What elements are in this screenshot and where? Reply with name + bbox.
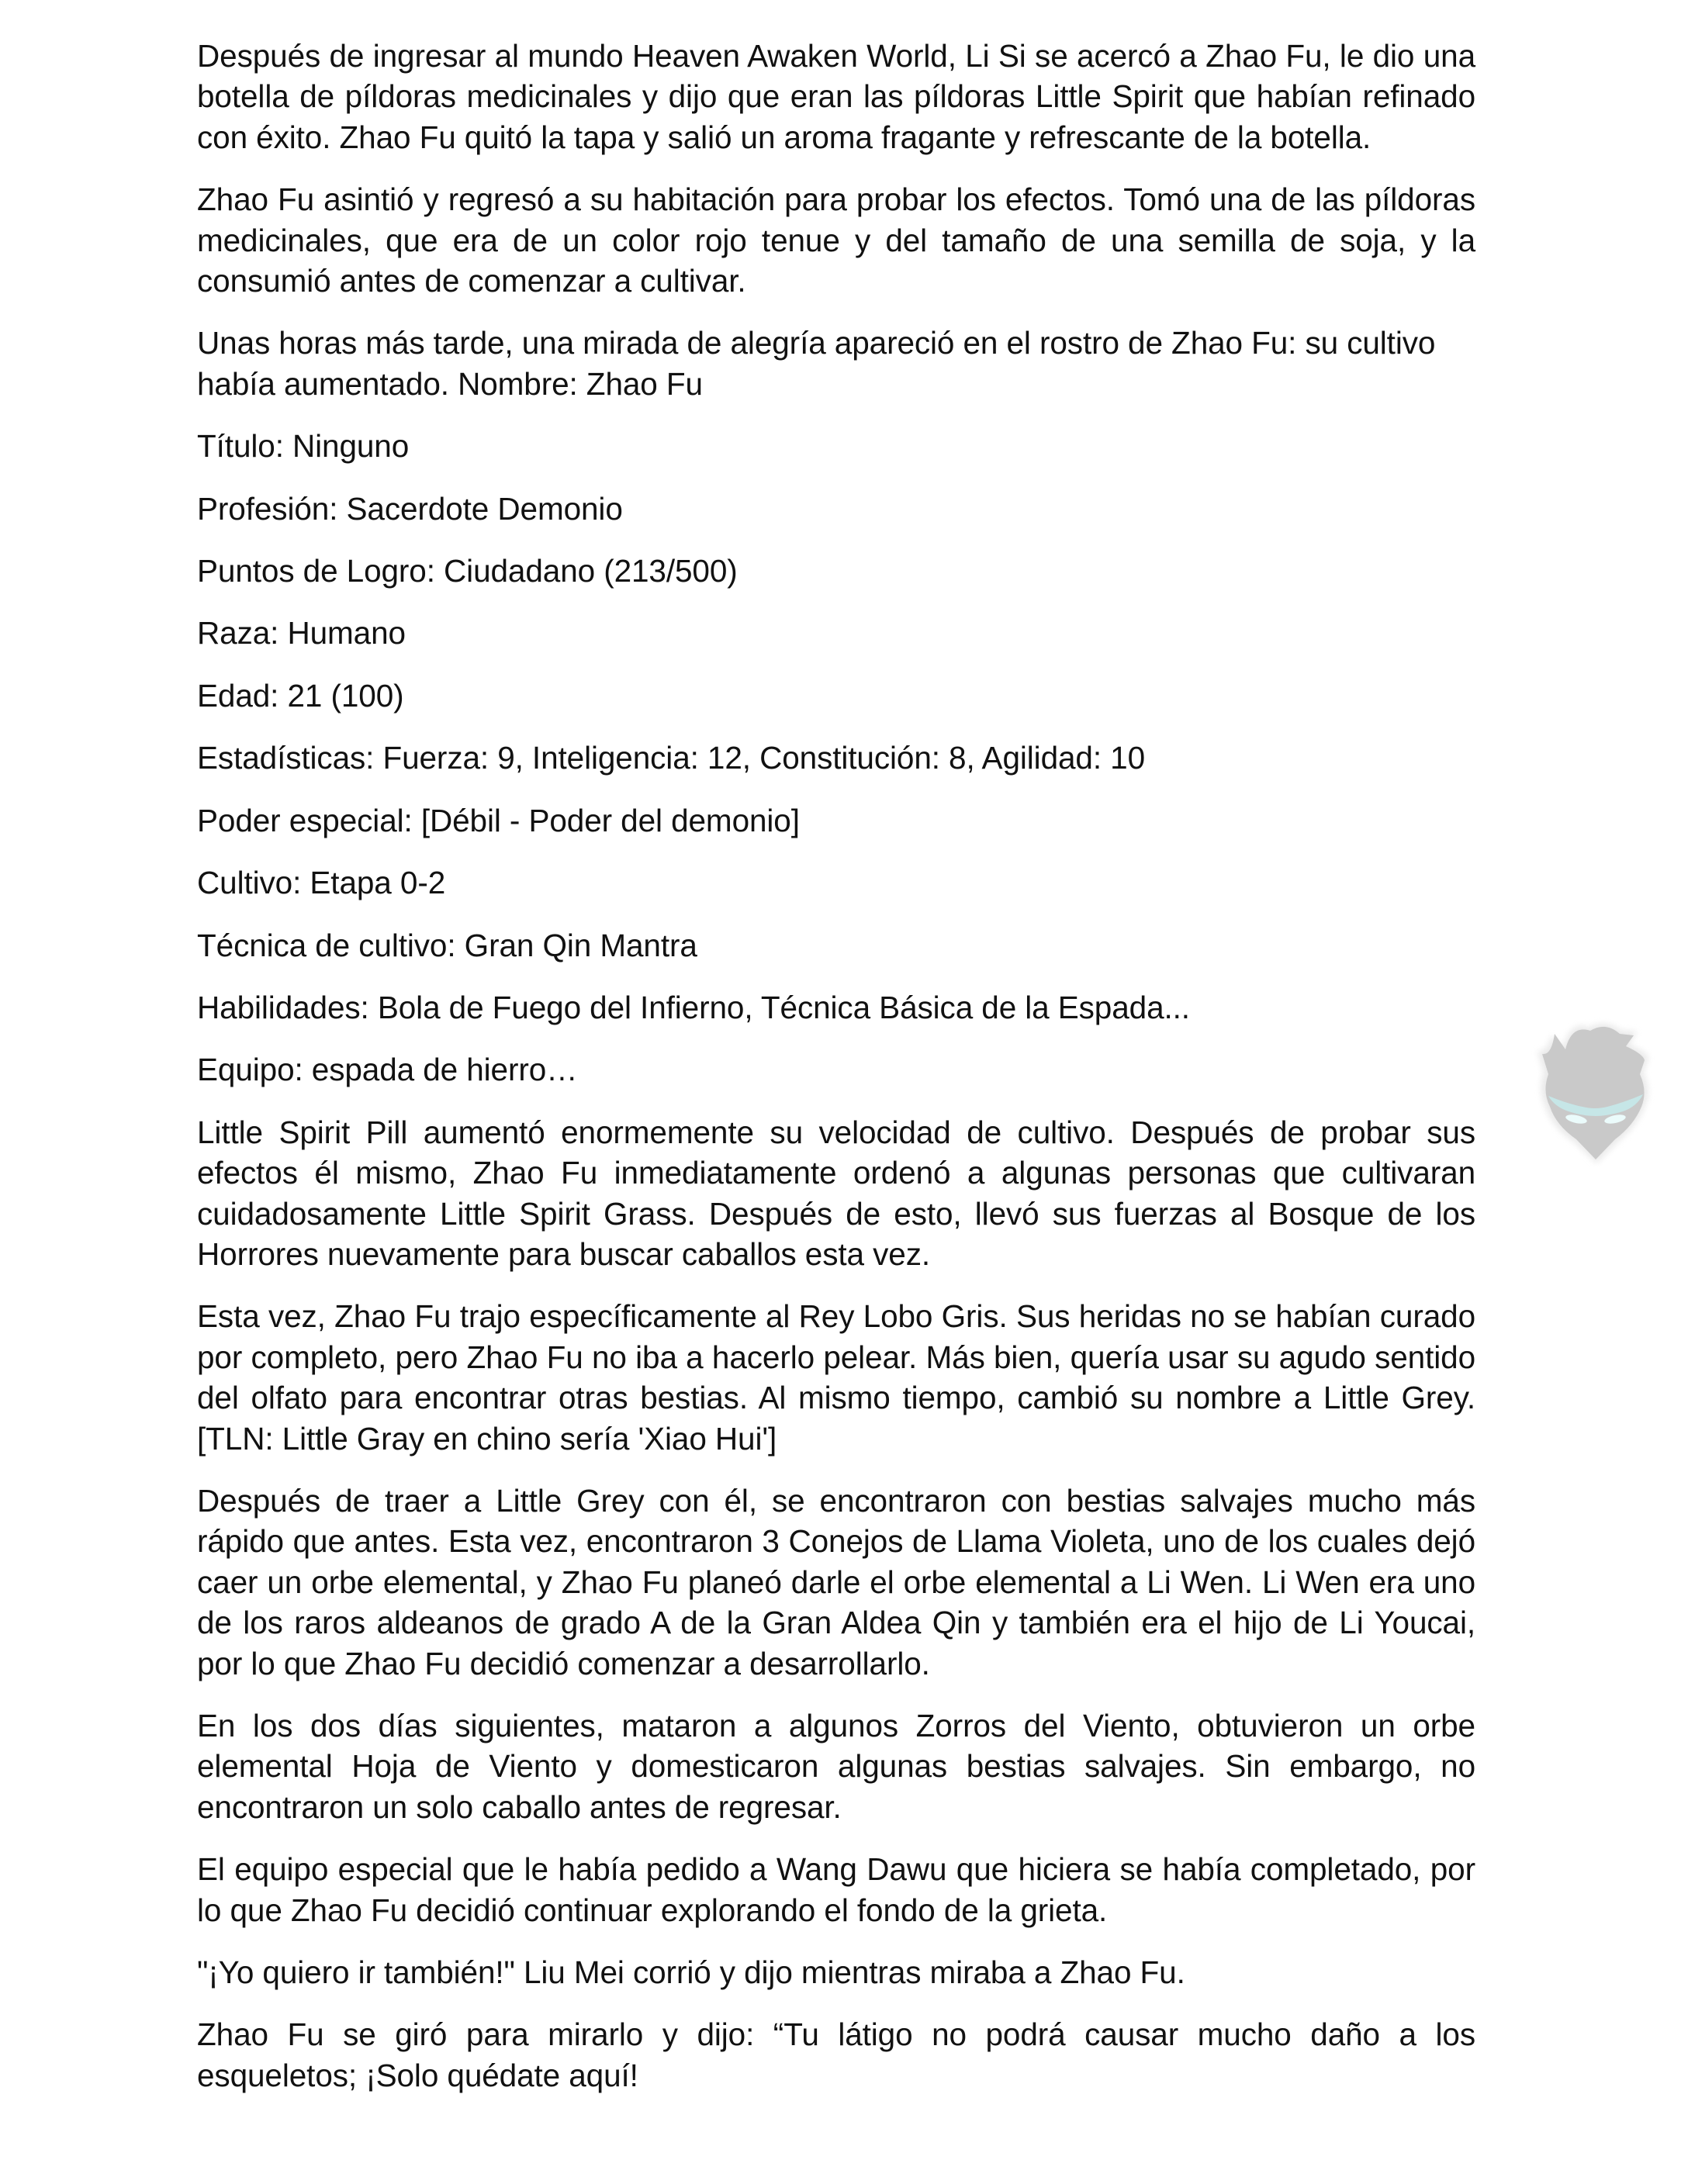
paragraph-little-spirit-pill: Little Spirit Pill aumentó enormemente su velocidad de cultivo. Después de probar sus efectos él mismo, Zhao Fu inmediatamente ordenó a algunas personas que cultivaran cuidadosamente Little Spirit Grass. Después de esto, llevó sus fuerzas al Bosque de los Horrores nuevamente para buscar caballos esta vez.	[197, 1114, 1475, 1272]
stat-equipment: Equipo: espada de hierro…	[197, 1052, 578, 1088]
stat-statistics: Estadísticas: Fuerza: 9, Inteligencia: 12, Constitución: 8, Agilidad: 10	[197, 740, 1145, 776]
paragraph-result: Unas horas más tarde, una mirada de alegría apareció en el rostro de Zhao Fu: su cultivo había aumentado. Nombre: Zhao Fu	[197, 325, 1436, 402]
stat-age: Edad: 21 (100)	[197, 677, 404, 714]
paragraph-grey-wolf-king: Esta vez, Zhao Fu trajo específicamente al Rey Lobo Gris. Sus heridas no se habían curado por completo, pero Zhao Fu no iba a hacerlo pelear. Más bien, quería usar su agudo sentido del olfato para encontrar otras bestias. Al mismo tiempo, cambió su nombre a Little Grey. [TLN: Little Gray en chino sería 'Xiao Hui']	[197, 1298, 1475, 1457]
demon-head-icon	[1520, 1004, 1668, 1167]
stat-special-power: Poder especial: [Débil - Poder del demonio]	[197, 802, 800, 838]
document-body	[197, 36, 1475, 2117]
stat-skills: Habilidades: Bola de Fuego del Infierno, Técnica Básica de la Espada...	[197, 989, 1190, 1025]
stat-cultivation-technique: Técnica de cultivo: Gran Qin Mantra	[197, 927, 697, 963]
paragraph-special-equipment: El equipo especial que le había pedido a Wang Dawu que hiciera se había completado, por lo que Zhao Fu decidió continuar explorando el fondo de la grieta.	[197, 1851, 1475, 1928]
paragraph-intro: Después de ingresar al mundo Heaven Awaken World, Li Si se acercó a Zhao Fu, le dio una botella de píldoras medicinales y dijo que eran las píldoras Little Spirit que habían refinado con éxito. Zhao Fu quitó la tapa y salió un aroma fragante y refrescante de la botella.	[197, 38, 1475, 155]
stat-achievement-points: Puntos de Logro: Ciudadano (213/500)	[197, 553, 738, 589]
paragraph-zhao-fu-reply: Zhao Fu se giró para mirarlo y dijo: “Tu látigo no podrá causar mucho daño a los esqueletos; ¡Solo quédate aquí!	[197, 2016, 1475, 2093]
stat-title: Título: Ninguno	[197, 428, 410, 465]
paragraph-violet-rabbits: Después de traer a Little Grey con él, se encontraron con bestias salvajes mucho más rápido que antes. Esta vez, encontraron 3 Conejos de Llama Violeta, uno de los cuales dejó caer un orbe elemental, y Zhao Fu planeó darle el orbe elemental a Li Wen. Li Wen era uno de los raros aldeanos de grado A de la Gran Aldea Qin y también era el hijo de Li Youcai, por lo que Zhao Fu decidió comenzar a desarrollarlo.	[197, 1482, 1475, 1681]
paragraph-liu-mei-dialogue: "¡Yo quiero ir también!" Liu Mei corrió y dijo mientras miraba a Zhao Fu.	[197, 1954, 1185, 1991]
stat-profession: Profesión: Sacerdote Demonio	[197, 490, 623, 527]
stat-cultivation: Cultivo: Etapa 0-2	[197, 865, 446, 901]
paragraph-wind-foxes: En los dos días siguientes, mataron a algunos Zorros del Viento, obtuvieron un orbe elemental Hoja de Viento y domesticaron algunas bestias salvajes. Sin embargo, no encontraron un solo caballo antes de regresar.	[197, 1708, 1475, 1825]
paragraph-pill-test: Zhao Fu asintió y regresó a su habitación para probar los efectos. Tomó una de las píldoras medicinales, que era de un color rojo tenue y del tamaño de una semilla de soja, y la consumió antes de comenzar a cultivar.	[197, 181, 1475, 299]
stat-race: Raza: Humano	[197, 615, 406, 651]
